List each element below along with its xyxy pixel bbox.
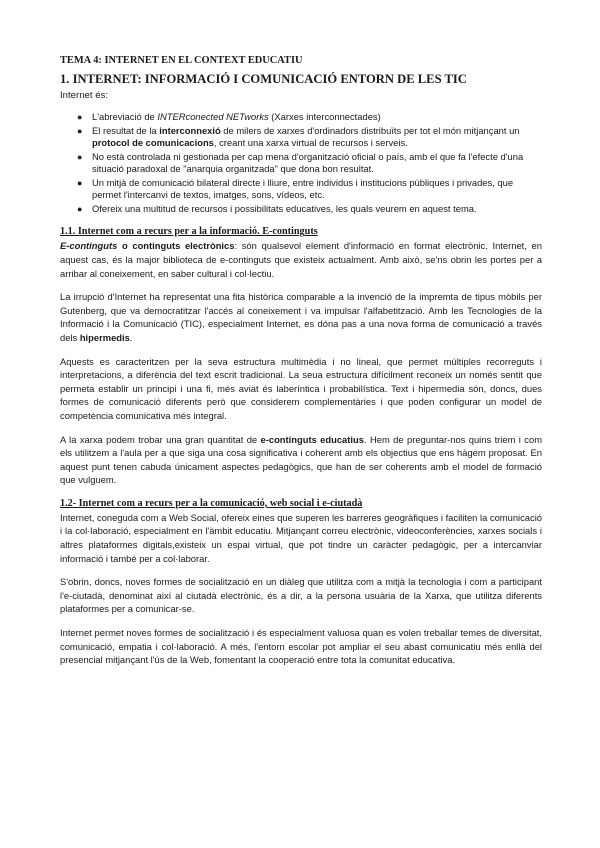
subsection-heading-1-2: 1.2- Internet com a recurs per a la comunicació, web social i e-ciutadà xyxy=(60,497,363,509)
text-run: Ofereix una multitud de recursos i possibilitats educatives, les quals veurem en aquest tema. xyxy=(92,203,477,215)
text-run: o continguts electrònics xyxy=(117,240,235,252)
bullet-icon: ● xyxy=(77,112,83,122)
bullet-icon: ● xyxy=(77,125,83,136)
text-run: . Hem de preguntar-nos quins triem i com els utilitzem a l'aula per a que siga una cosa significativa i coherent amb els objectius que ens hàgem proposat. En aquest punt tenen cabuda únicament aspectes pedagògics, que han de ser coherents amb el model de formació que vulguem. xyxy=(60,433,542,486)
body-paragraph xyxy=(60,626,542,667)
text-run: de milers de xarxes d'ordinadors distribuïts per tot el món mitjançant un xyxy=(220,124,520,136)
subsection-1-2-body xyxy=(60,511,542,667)
text-run: S'obrin, doncs, noves formes de socialització en un diàleg que utilitza com a mitjà la tecnologia i com a participant l'e-ciutadà, denominat així al ciutadà electrònic, és a dir, a la persona usuària de la Xarxa, que utilitza diferents plataformes per a comunicar-se. xyxy=(60,576,542,615)
body-paragraph xyxy=(60,575,542,616)
bullet-item xyxy=(60,125,542,150)
topic-title: TEMA 4: INTERNET EN EL CONTEXT EDUCATIU xyxy=(60,55,303,66)
text-run: INTERconected NETworks xyxy=(157,111,269,122)
text-run: A la xarxa podem trobar una gran quantitat de xyxy=(60,433,261,445)
body-paragraph xyxy=(60,511,542,565)
section-heading-1: 1. INTERNET: INFORMACIÓ I COMUNICACIÓ ENTORN DE LES TIC xyxy=(60,72,467,86)
subsection-1-1-body xyxy=(60,239,542,487)
bullet-item xyxy=(60,203,542,215)
text-run: El resultat de la xyxy=(92,124,160,136)
text-run: e-continguts educatius xyxy=(260,433,364,445)
bullet-icon: ● xyxy=(77,177,83,188)
bullet-icon: ● xyxy=(77,204,83,215)
text-run: protocol de comunicacions xyxy=(92,137,214,149)
text-run: , creant una xarxa virtual de recursos i serveis. xyxy=(213,137,408,149)
document-body xyxy=(60,54,542,677)
text-run: . xyxy=(129,331,133,343)
text-run: No està controlada ni gestionada per cap mena d'organització oficial o país, amb el que fa l'efecte d'una situació paradoxal de "anarquia organitzada" que dona bon resultat. xyxy=(92,150,524,175)
text-run: Internet, coneguda com a Web Social, ofereix eines que superen les barreres geogràfiques i faciliten la comunicació i la col·laboració, especialment en l'àmbit educatiu. Mitjançant correu electrònic, videoconferències, xarxes socials i altres plataformes digitals,existeix un espai virtual, que pot tindre un caràcter pedagògic, per a intercanviar informació i també per a col·laborar. xyxy=(60,511,542,564)
text-run: L'abreviació de xyxy=(92,111,158,122)
text-run: E-continguts xyxy=(60,240,118,252)
text-run: Un mitjà de comunicació bilateral directe i lliure, entre individus i institucions públiques i privades, que permet l'intercanvi de textos, imatges, sons, vídeos, etc. xyxy=(92,176,514,201)
text-run: (Xarxes interconnectades) xyxy=(268,111,381,122)
text-run: : són qualsevol element d'informació en format electrònic. Internet, en aquest cas, és la major biblioteca de e-continguts que existeix actualment. Amb això, se'ns obrin les portes per a arribar al coneixement, en saber cultural i col·lectiu. xyxy=(60,240,542,279)
text-run: interconnexió xyxy=(159,124,221,136)
text-run: Aquests es caracteritzen per la seva estructura multimèdia i no lineal, que permet múltiples recorreguts i interpretacions, a diferència del text escrit tradicional. La seua estructura difícilment reconeix un només sentit que permeta establir un principi i una fi, més aviat és laberíntica i probabilística. Text i hipermedia són, doncs, dues formes de comunicació diferents però que considerem complementàries i que poden configurar un model de competència comunicativa més integral. xyxy=(60,355,542,421)
bullet-item xyxy=(60,177,542,202)
subsection-heading-1-1: 1.1. Internet com a recurs per a la informació. E-continguts xyxy=(60,226,318,238)
body-paragraph xyxy=(60,433,542,487)
body-paragraph xyxy=(60,355,542,423)
text-run: La irrupció d'Internet ha representat una fita històrica comparable a la invenció de la impremta de tipus mòbils per Gutenberg, que va democratitzar l'accés al coneixement i va impulsar l'alfabetització. Amb les Tecnologies de la Informació i la Comunicació (TIC), especialment Internet, es dóna pas a una nova forma de comunicació a través dels xyxy=(60,291,542,343)
text-run: Internet permet noves formes de socialització i és especialment valuosa quan es volen treballar temes de diversitat, comunicació, empatia i col·laboració. A més, l'entorn escolar pot ampliar el seu abast comunicatiu més enllà del presencial mitjançant l'ús de la Web, fomentant la cooperació entre tota la comunitat educativa. xyxy=(60,627,542,666)
bullet-item xyxy=(60,111,542,123)
intro-text: Internet és: xyxy=(60,90,108,101)
body-paragraph xyxy=(60,239,542,280)
definition-list xyxy=(60,111,542,215)
body-paragraph xyxy=(60,290,542,344)
bullet-icon: ● xyxy=(77,151,83,162)
bullet-item xyxy=(60,151,542,176)
text-run: hipermedis xyxy=(79,331,130,343)
